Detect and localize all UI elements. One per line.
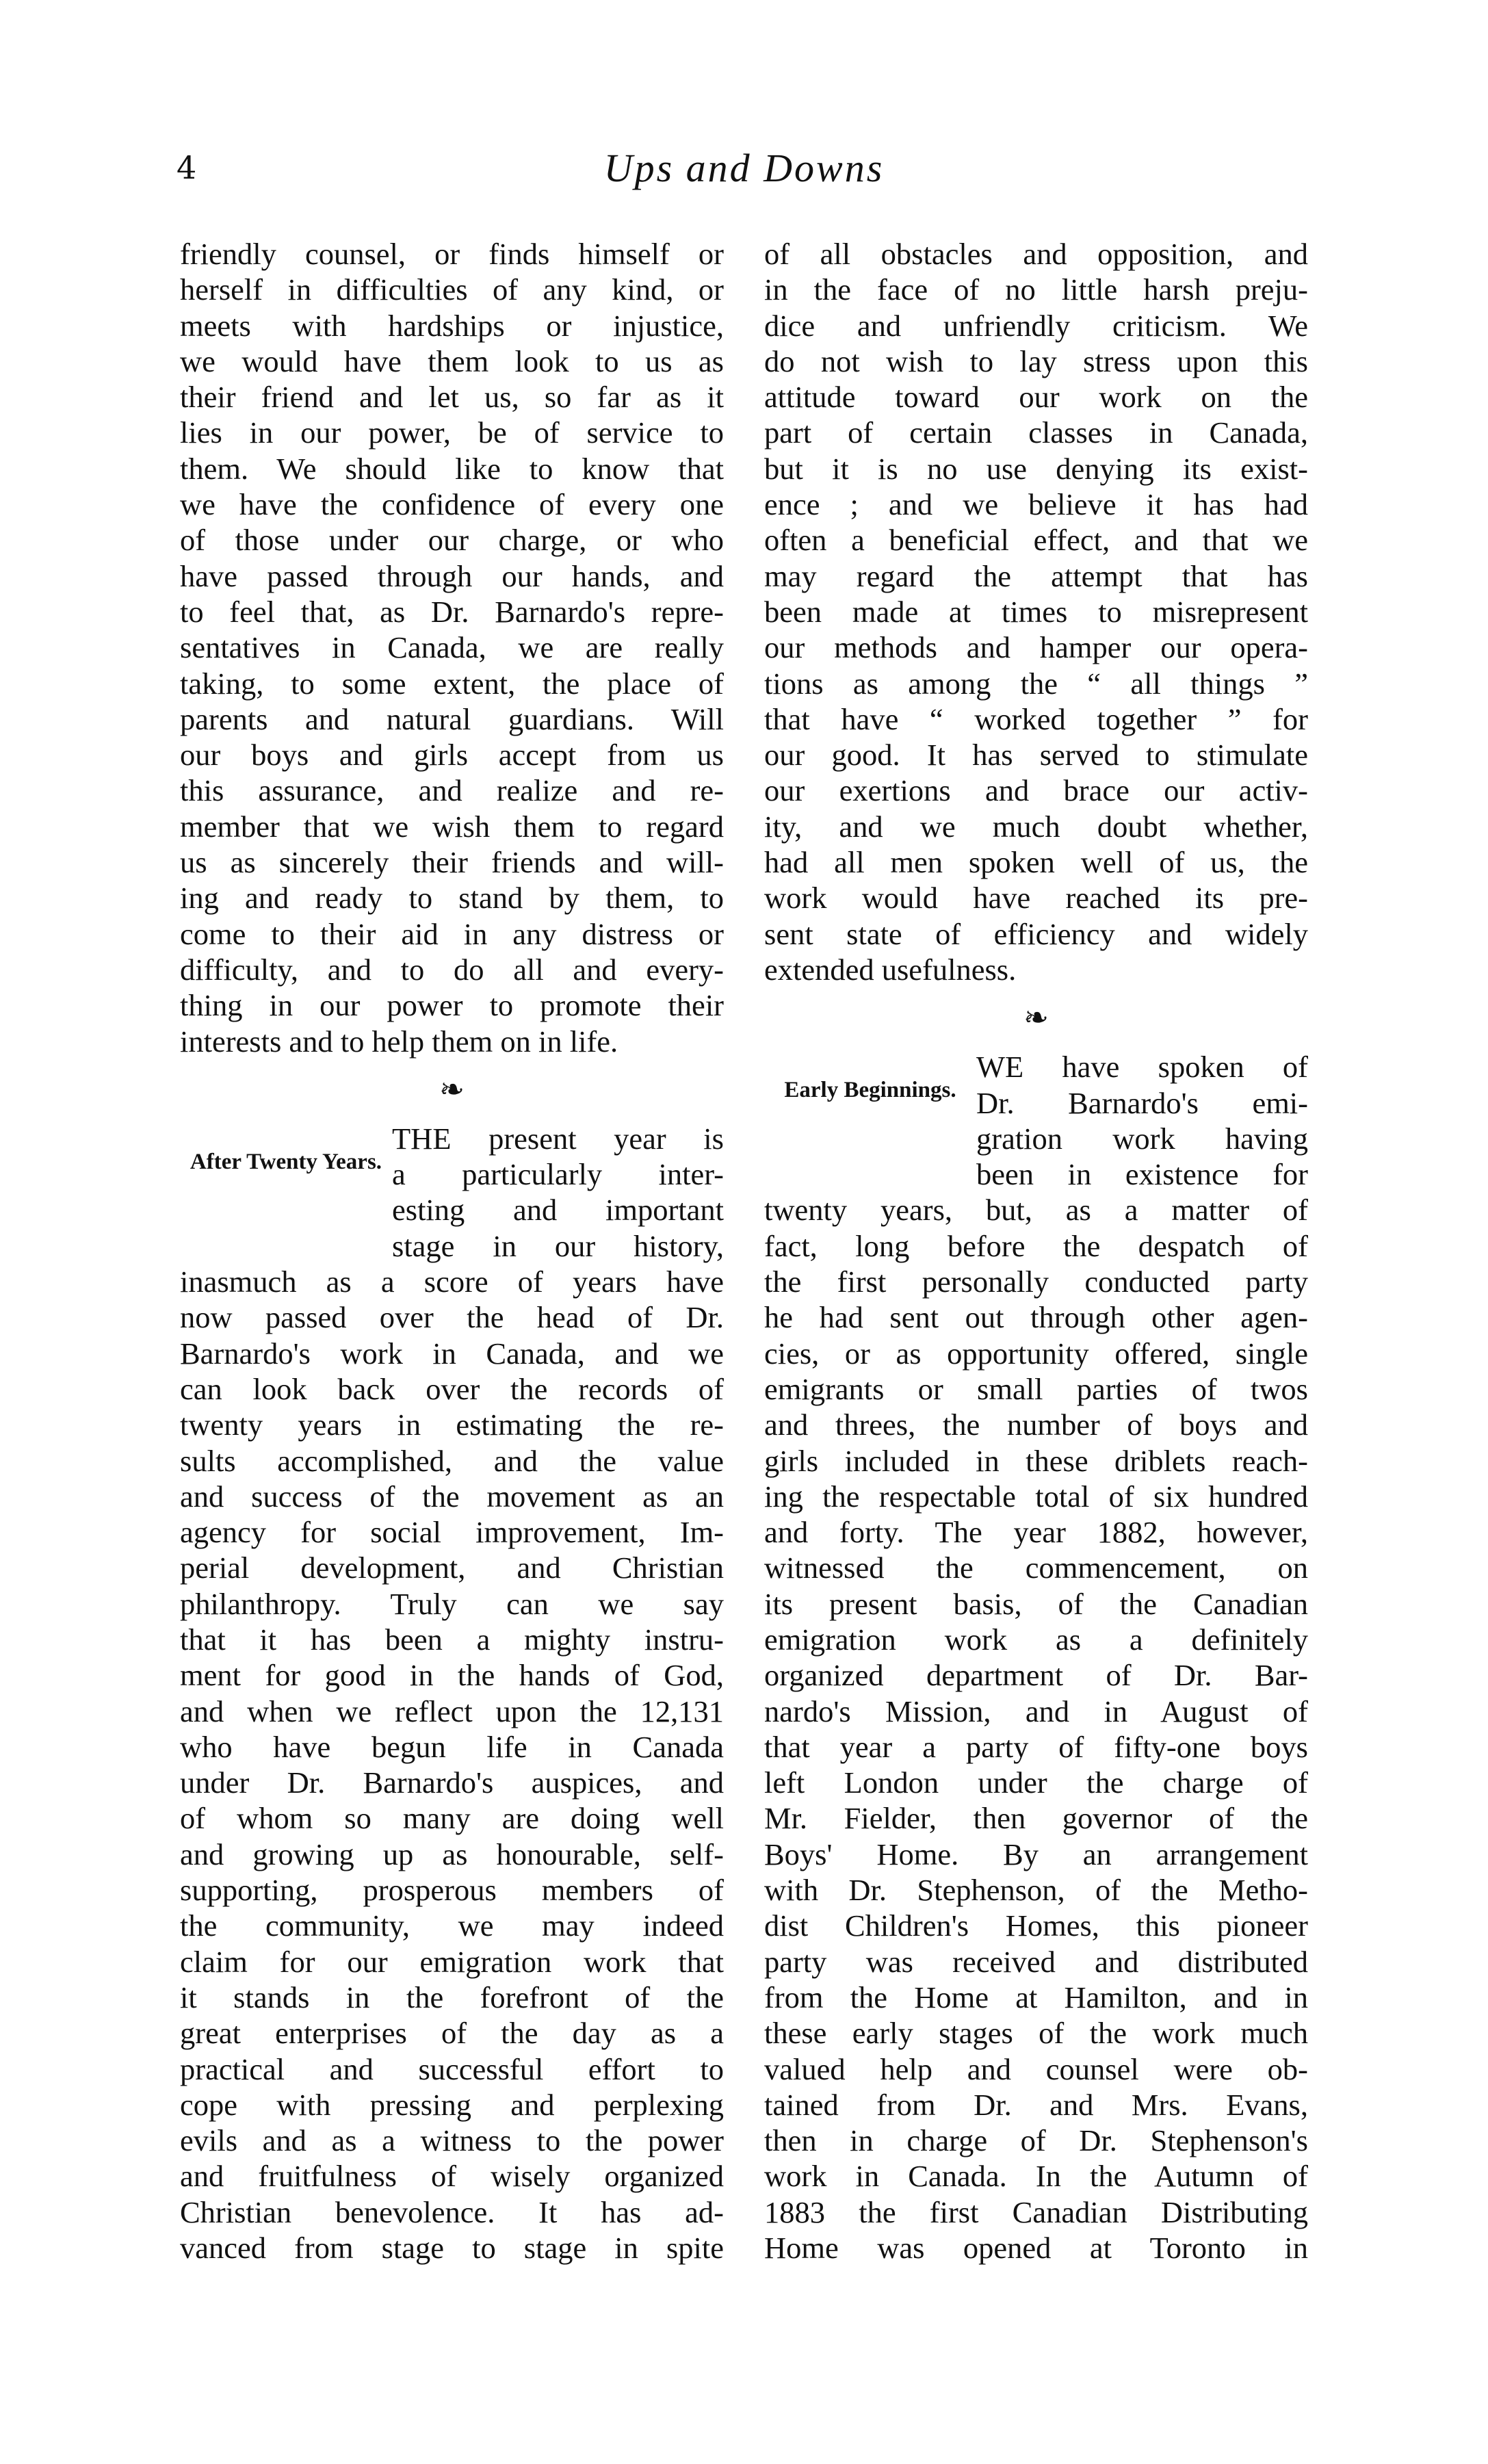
- text-line: witnessed the commencement, on: [764, 1551, 1308, 1585]
- text-line: agency for social improvement, Im-: [180, 1515, 724, 1550]
- text-line: ment for good in the hands of God,: [180, 1658, 724, 1693]
- text-line: valued help and counsel were ob-: [764, 2051, 1308, 2086]
- text-line: part of certain classes in Canada,: [764, 415, 1308, 450]
- text-line: under Dr. Barnardo's auspices, and: [180, 1765, 724, 1800]
- text-line: attitude toward our work on the: [764, 380, 1308, 415]
- text-line: 1883 the first Canadian Distributing: [764, 2194, 1308, 2229]
- text-line: practical and successful effort to: [180, 2051, 724, 2086]
- left-section-2-body: [180, 1264, 724, 2266]
- fleuron-ornament-icon: ❧: [439, 1072, 465, 1106]
- text-line: friendly counsel, or finds himself or: [180, 237, 724, 271]
- text-line: our exertions and brace our activ-: [764, 773, 1308, 808]
- text-line: dice and unfriendly criticism. We: [764, 308, 1308, 343]
- text-line: our methods and hamper our opera-: [764, 630, 1308, 665]
- text-line: work in Canada. In the Autumn of: [764, 2159, 1308, 2194]
- text-line: of those under our charge, or who: [180, 523, 724, 558]
- text-line: taking, to some extent, the place of: [180, 666, 724, 701]
- text-line: had all men spoken well of us, the: [764, 845, 1308, 880]
- text-line: meets with hardships or injustice,: [180, 308, 724, 343]
- text-line: Christian benevolence. It has ad-: [180, 2194, 724, 2229]
- text-line: and forty. The year 1882, however,: [764, 1515, 1308, 1550]
- text-line: left London under the charge of: [764, 1765, 1308, 1800]
- text-line: that it has been a mighty instru-: [180, 1622, 724, 1657]
- text-line: sults accomplished, and the value: [180, 1443, 724, 1478]
- text-line: cies, or as opportunity offered, single: [764, 1336, 1308, 1371]
- text-line: tions as among the “ all things ”: [764, 666, 1308, 701]
- text-line: Boys' Home. By an arrangement: [764, 1837, 1308, 1871]
- text-line: esting and important: [392, 1193, 724, 1228]
- running-title: Ups and Downs: [603, 146, 885, 190]
- text-line: Mr. Fielder, then governor of the: [764, 1801, 1308, 1836]
- text-line: ing the respectable total of six hundred: [764, 1479, 1308, 1514]
- text-line: interests and to help them on in life.: [180, 1024, 618, 1059]
- text-line: organized department of Dr. Bar-: [764, 1658, 1308, 1693]
- text-line: THE present year is: [392, 1121, 724, 1156]
- text-line: parents and natural guardians. Will: [180, 701, 724, 736]
- text-line: and when we reflect upon the 12,131: [180, 1694, 724, 1728]
- right-section-2-body: [764, 1192, 1308, 2266]
- text-line: their friend and let us, so far as it: [180, 380, 724, 415]
- text-line: and success of the movement as an: [180, 1479, 724, 1514]
- text-line: Home was opened at Toronto in: [764, 2231, 1308, 2266]
- text-line: that year a party of fifty-one boys: [764, 1729, 1308, 1764]
- left-para-1: [180, 236, 724, 1059]
- text-line: sent state of efficiency and widely: [764, 916, 1308, 951]
- text-line: now passed over the head of Dr.: [180, 1300, 724, 1335]
- text-line: its present basis, of the Canadian: [764, 1586, 1308, 1621]
- text-line: ing and ready to stand by them, to: [180, 881, 724, 916]
- text-line: tained from Dr. and Mrs. Evans,: [764, 2087, 1308, 2122]
- text-line: supporting, prosperous members of: [180, 1873, 724, 1908]
- text-line: thing in our power to promote their: [180, 988, 724, 1023]
- text-line: of whom so many are doing well: [180, 1801, 724, 1836]
- text-line: party was received and distributed: [764, 1944, 1308, 1979]
- text-line: this assurance, and realize and re-: [180, 773, 724, 808]
- text-line: ence ; and we believe it has had: [764, 487, 1308, 522]
- text-line: ity, and we much doubt whether,: [764, 809, 1308, 844]
- text-line: who have begun life in Canada: [180, 1729, 724, 1764]
- text-line: we have the confidence of every one: [180, 487, 724, 522]
- text-line: twenty years, but, as a matter of: [764, 1193, 1308, 1228]
- text-line: extended usefulness.: [764, 952, 1017, 987]
- text-line: vanced from stage to stage in spite: [180, 2231, 724, 2266]
- text-line: great enterprises of the day as a: [180, 2016, 724, 2051]
- text-line: been in existence for: [976, 1157, 1308, 1192]
- text-line: lies in our power, be of service to: [180, 415, 724, 450]
- page-number: 4: [177, 149, 197, 186]
- text-line: have passed through our hands, and: [180, 558, 724, 593]
- text-line: often a beneficial effect, and that we: [764, 523, 1308, 558]
- text-line: our boys and girls accept from us: [180, 738, 724, 773]
- text-line: sentatives in Canada, we are really: [180, 630, 724, 665]
- text-line: claim for our emigration work that: [180, 1944, 724, 1979]
- text-line: from the Home at Hamilton, and in: [764, 1980, 1308, 2014]
- sidenote-after-twenty-years: After Twenty Years.: [190, 1149, 382, 1174]
- text-line: our good. It has served to stimulate: [764, 738, 1308, 773]
- text-line: member that we wish them to regard: [180, 809, 724, 844]
- text-line: these early stages of the work much: [764, 2016, 1308, 2051]
- text-line: philanthropy. Truly can we say: [180, 1586, 724, 1621]
- text-line: WE have spoken of: [976, 1050, 1308, 1085]
- text-line: girls included in these driblets reach-: [764, 1443, 1308, 1478]
- text-line: but it is no use denying its exist-: [764, 451, 1308, 486]
- text-line: emigration work as a definitely: [764, 1622, 1308, 1657]
- text-line: herself in difficulties of any kind, or: [180, 272, 724, 307]
- text-line: them. We should like to know that: [180, 451, 724, 486]
- text-line: in the face of no little harsh preju-: [764, 272, 1308, 307]
- text-line: of all obstacles and opposition, and: [764, 237, 1308, 271]
- text-line: stage in our history,: [392, 1228, 724, 1263]
- text-line: to feel that, as Dr. Barnardo's repre-: [180, 594, 724, 629]
- text-line: and growing up as honourable, self-: [180, 1837, 724, 1871]
- left-column: [180, 236, 724, 2266]
- text-line: perial development, and Christian: [180, 1551, 724, 1585]
- right-section-2-head: [764, 1049, 1308, 1192]
- text-line: and threes, the number of boys and: [764, 1408, 1308, 1442]
- text-line: we would have them look to us as: [180, 343, 724, 378]
- text-line: may regard the attempt that has: [764, 558, 1308, 593]
- text-line: Barnardo's work in Canada, and we: [180, 1336, 724, 1371]
- right-column: [764, 236, 1308, 2266]
- text-line: difficulty, and to do all and every-: [180, 952, 724, 987]
- text-line: been made at times to misrepresent: [764, 594, 1308, 629]
- text-line: and fruitfulness of wisely organized: [180, 2159, 724, 2194]
- text-line: cope with pressing and perplexing: [180, 2087, 724, 2122]
- text-line: the first personally conducted party: [764, 1265, 1308, 1299]
- text-line: nardo's Mission, and in August of: [764, 1694, 1308, 1728]
- text-line: it stands in the forefront of the: [180, 1980, 724, 2014]
- text-line: dist Children's Homes, this pioneer: [764, 1908, 1308, 1943]
- text-line: inasmuch as a score of years have: [180, 1265, 724, 1299]
- text-line: that have “ worked together ” for: [764, 701, 1308, 736]
- right-para-1: [764, 236, 1308, 987]
- text-line: emigrants or small parties of twos: [764, 1371, 1308, 1406]
- text-line: us as sincerely their friends and will-: [180, 845, 724, 880]
- fleuron-ornament-icon: ❧: [1023, 1001, 1049, 1035]
- sidenote-early-beginnings: Early Beginnings.: [784, 1078, 956, 1103]
- text-line: work would have reached its pre-: [764, 881, 1308, 916]
- text-line: fact, long before the despatch of: [764, 1228, 1308, 1263]
- left-section-2-head: [180, 1121, 724, 1264]
- text-line: do not wish to lay stress upon this: [764, 343, 1308, 378]
- text-line: with Dr. Stephenson, of the Metho-: [764, 1873, 1308, 1908]
- text-line: evils and as a witness to the power: [180, 2123, 724, 2158]
- text-line: can look back over the records of: [180, 1371, 724, 1406]
- text-line: gration work having: [976, 1121, 1308, 1156]
- text-line: the community, we may indeed: [180, 1908, 724, 1943]
- text-line: he had sent out through other agen-: [764, 1300, 1308, 1335]
- text-line: Dr. Barnardo's emi-: [976, 1085, 1308, 1120]
- text-line: a particularly inter-: [392, 1157, 724, 1192]
- text-line: twenty years in estimating the re-: [180, 1408, 724, 1442]
- text-line: then in charge of Dr. Stephenson's: [764, 2123, 1308, 2158]
- text-line: come to their aid in any distress or: [180, 916, 724, 951]
